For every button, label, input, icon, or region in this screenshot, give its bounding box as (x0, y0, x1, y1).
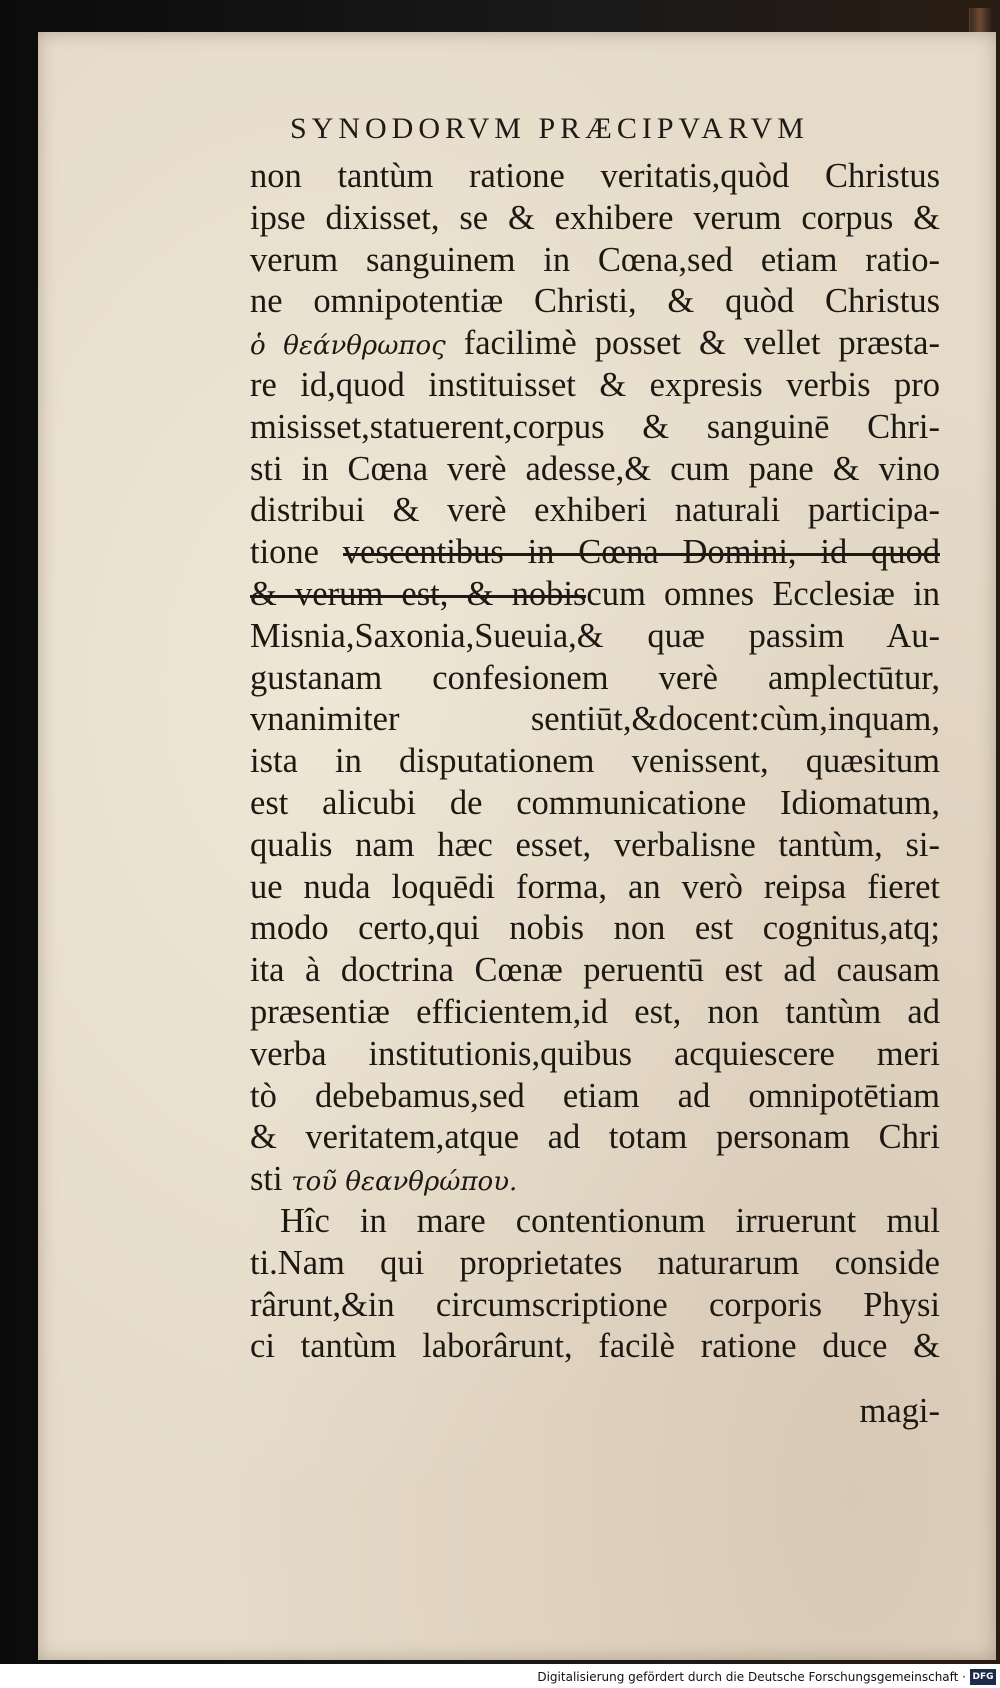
text-line: tione vescentibus in Cœna Domini, id quod (250, 533, 940, 572)
text-line: est alicubi de communicatione Idiomatum, (250, 783, 940, 822)
dfg-logo: DFG (970, 1669, 996, 1685)
text-line: sti τοῦ θεανθρώπου. (250, 1160, 518, 1199)
text-line: vnanimiter sentiūt,&docent:cùm,inquam, (250, 700, 940, 739)
text-block (250, 156, 940, 1368)
text-line: re id,quod instituisset & expresis verbis pro (250, 365, 940, 404)
text-line: ista in disputationem venissent, quæsitum (250, 742, 940, 781)
text-line: ue nuda loquēdi forma, an verò reipsa fieret (250, 867, 940, 906)
text-line: rârunt,&in circumscriptione corporis Physi (250, 1285, 940, 1324)
text-line: præsentiæ efficientem,id est, non tantùm ad (250, 992, 940, 1031)
greek-text: τοῦ θεανθρώπου. (291, 1167, 518, 1198)
struck-through-text: & verum est, & nobis (250, 574, 587, 613)
text-line: ci tantùm laborârunt, facilè ratione duce & (250, 1327, 940, 1366)
text-line: sti in Cœna verè adesse,& cum pane & vino (250, 449, 940, 488)
text-line: verum sanguinem in Cœna,sed etiam ratio- (250, 240, 940, 279)
text-line: non tantùm ratione veritatis,quòd Christus (250, 157, 940, 195)
greek-text: ὁ θεάνθρωπος (250, 331, 446, 362)
text-line: ipse dixisset, se & exhibere verum corpus & (250, 198, 940, 237)
text-line: ne omnipotentiæ Christi, & quòd Christus (250, 282, 940, 321)
text-line: tò debebamus,sed etiam ad omnipotētiam (250, 1076, 940, 1115)
struck-through-text: vescentibus in Cœna Domini, id quod (342, 533, 940, 572)
catchword: magi- (859, 1392, 940, 1430)
text-line: & verum est, & nobiscum omnes Ecclesiæ in (250, 574, 940, 613)
text-line: ita à doctrina Cœnæ peruentū est ad causam (250, 951, 940, 990)
text-line: & veritatem,atque ad totam personam Chri (250, 1118, 940, 1157)
text-line: distribui & verè exhiberi naturali participa- (250, 491, 940, 530)
footer-credit: Digitalisierung gefördert durch die Deutsche Forschungsgemeinschaft · (537, 1670, 966, 1684)
text-line: gustanam confesionem verè amplectūtur, (250, 658, 940, 697)
text-line: misisset,statuerent,corpus & sanguinē Chri- (250, 407, 940, 446)
text-line: Misnia,Saxonia,Sueuia,& quæ passim Au- (250, 616, 940, 655)
text-line: qualis nam hæc esset, verbalisne tantùm, si- (250, 825, 940, 864)
text-line: ti.Nam qui proprietates naturarum conside (250, 1243, 940, 1282)
text-line: ὁ θεάνθρωπος facilimè posset & vellet præsta- (250, 324, 940, 363)
text-line: modo certo,qui nobis non est cognitus,atq; (250, 909, 940, 948)
text-line: verba institutionis,quibus acquiescere meri (250, 1034, 940, 1073)
text-line: Hîc in mare contentionum irruerunt mul (280, 1201, 940, 1240)
running-head: SYNODORVM PRÆCIPVARVM (290, 112, 809, 145)
